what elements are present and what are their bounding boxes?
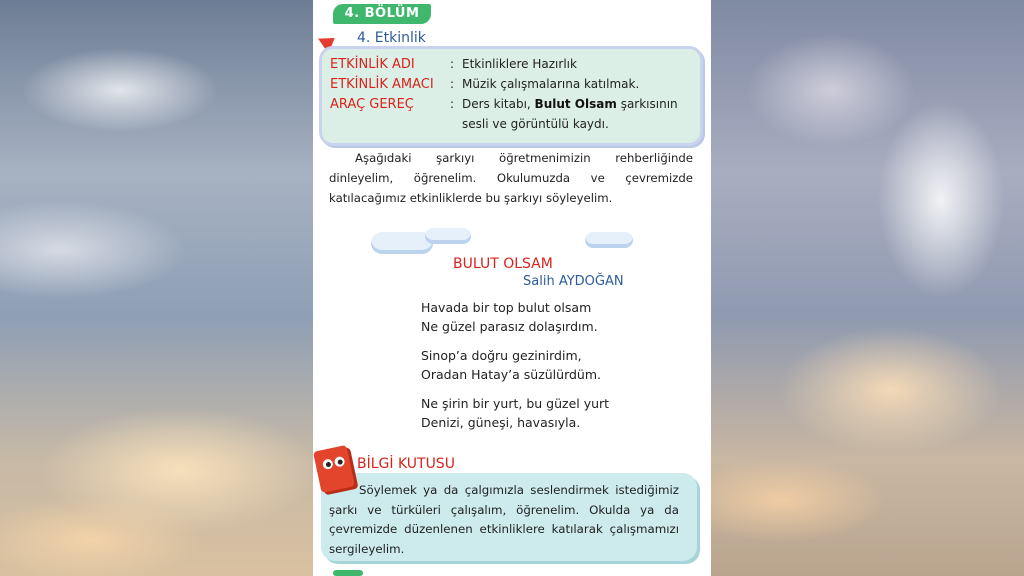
bilgi-text: Söylemek ya da çalgımızla seslendirmek istediğimiz şarkı ve türküleri çalışalım, öğrenelim. Okulda ya da çevremizde düzenlenen etkinliklere katılarak çalışmamızı sergileyelim. [329,483,679,556]
lyric-line: Oradan Hatay’a süzülürdüm. [421,367,601,382]
info-value: Etkinliklere Hazırlık [462,57,577,71]
activity-title: 4. Etkinlik [357,30,426,46]
book-eye-icon [322,458,334,470]
lyric-line: Ne güzel parasız dolaşırdım. [421,319,598,334]
info-key: ETKİNLİK AMACI [330,77,434,92]
activity-info-box [319,46,703,146]
sky-background-left [0,0,313,576]
lyric-line: Ne şirin bir yurt, bu güzel yurt [421,396,610,411]
song-name-bold: Bulut Olsam [534,97,617,111]
book-character-icon [313,445,355,493]
info-value: sesli ve görüntülü kaydı. [462,117,609,131]
info-value: Müzik çalışmalarına katılmak. [462,77,640,91]
info-colon: : [450,57,455,71]
bilgi-title: BİLGİ KUTUSU [357,456,455,472]
info-box-bilgi [321,473,697,561]
info-colon: : [450,97,455,111]
cloud-icon [585,232,633,248]
lyric-line: Denizi, güneşi, havasıyla. [421,415,581,430]
info-colon: : [450,77,455,91]
sky-background-right [711,0,1024,576]
textbook-page [313,0,711,576]
cloud-icon [425,228,471,244]
song-title: BULUT OLSAM [453,256,553,272]
info-value [462,97,702,111]
info-value-suffix: şarkısının [616,97,678,111]
info-key: ETKİNLİK ADI [330,57,415,72]
lyric-line: Sinop’a doğru gezinirdim, [421,348,582,363]
info-key: ARAÇ GEREÇ [330,97,414,112]
cloud-icon [371,232,433,254]
lyric-line: Havada bir top bulut olsam [421,300,592,315]
chapter-tab: 4. BÖLÜM [333,4,431,24]
footer-strip [333,570,363,576]
intro-paragraph: Aşağıdaki şarkıyı öğretmenimizin rehberliğinde dinleyelim, öğrenelim. Okulumuzda ve çevremizde katılacağımız etkinliklerde bu şarkıyı söyleyelim. [329,151,693,205]
song-author: Salih AYDOĞAN [523,274,624,289]
book-eye-icon [334,456,346,468]
info-value-prefix: Ders kitabı, [462,97,535,111]
